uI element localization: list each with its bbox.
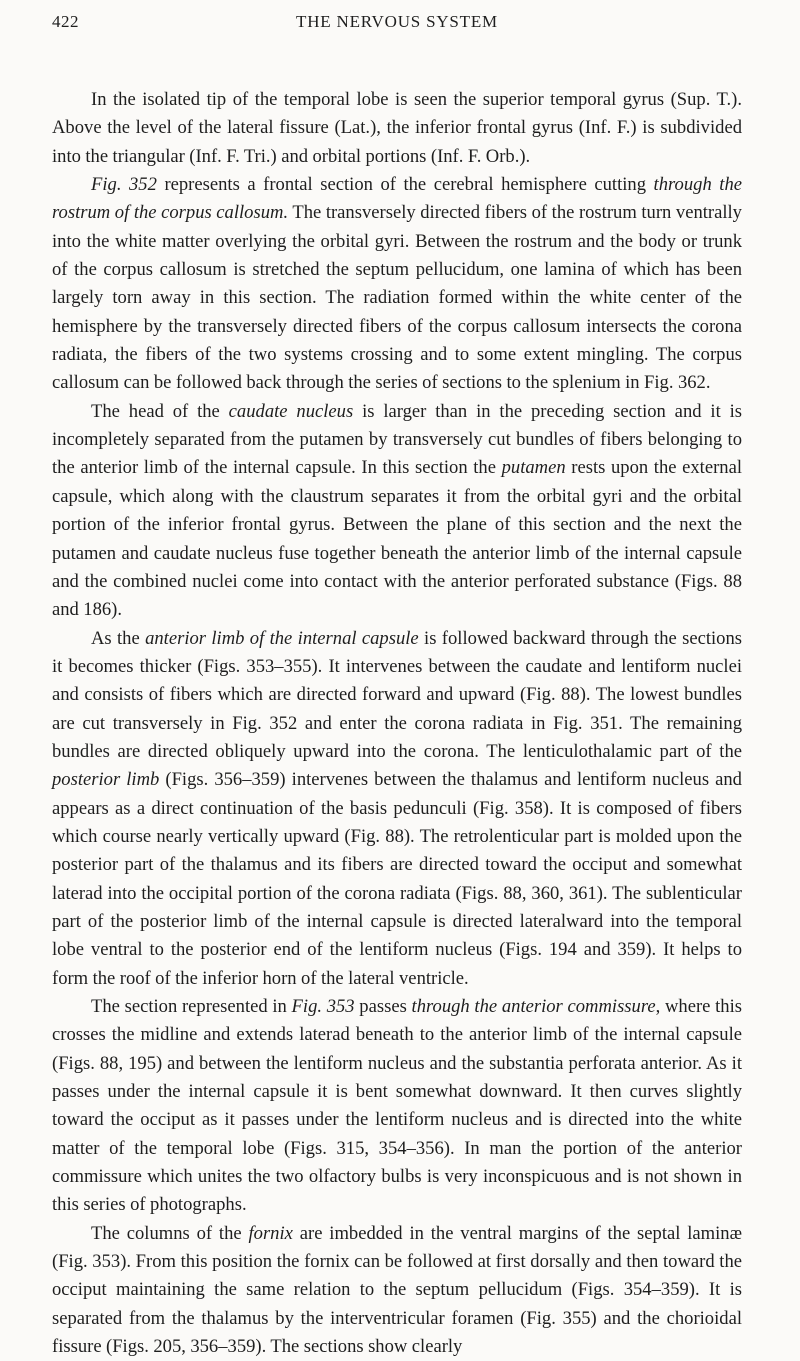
- italic-run: anterior limb of the internal capsule: [145, 627, 419, 649]
- paragraph: [52, 993, 742, 1220]
- italic-run: fornix: [248, 1222, 293, 1244]
- paragraph: [52, 86, 742, 171]
- running-title: THE NERVOUS SYSTEM: [296, 12, 498, 31]
- paragraph: [52, 625, 742, 993]
- text-run: (Figs. 356–359) intervenes between the thalamus and lentiform nucleus and appears as a direct continuation of the basis pedunculi (Fig. 358). It is composed of fibers which course nearly vertically upward (Fig. 88). The retrolenticular part is molded upon the posterior part of the thalamus and its fibers are directed toward the occiput and somewhat laterad into the occipital portion of the corona radiata (Figs. 88, 360, 361). The sublenticular part of the posterior limb of the internal capsule is directed lateralward into the temporal lobe ventral to the posterior end of the lentiform nucleus (Figs. 194 and 359). It helps to form the roof of the inferior horn of the lateral ventricle.: [52, 769, 742, 989]
- paragraph: [52, 171, 742, 398]
- text-run: The head of the: [91, 400, 229, 422]
- text-run: The transversely directed fibers of the rostrum turn ventrally into the white matter overlying the orbital gyri. Between the rostrum and the body or trunk of the corpus callosum is stretched the septum pellucidum, one lamina of which has been largely torn away in this section. The radiation formed within the white center of the hemisphere by the transversely directed fibers of the corpus callosum intersects the corona radiata, the fibers of the two systems crossing and to some extent mingling. The corpus callosum can be followed back through the series of sections to the splenium in Fig. 362.: [52, 202, 742, 394]
- text-run: The section represented in: [91, 996, 292, 1017]
- italic-run: putamen: [501, 457, 566, 479]
- text-run: As the: [91, 627, 146, 649]
- paragraph: [52, 1220, 742, 1361]
- text-run: passes: [354, 996, 412, 1017]
- text-run: , where this crosses the midline and extends laterad beneath to the anterior limb of the internal capsule (Figs. 88, 195) and between the lentiform nucleus and the substantia perforata anterior. As it passes under the internal capsule it is bent somewhat downward. It then curves slightly toward the occiput as it passes under the lentiform nucleus and is directed into the white matter of the temporal lobe (Figs. 315, 354–356). In man the portion of the anterior commissure which unites the two olfactory bulbs is very inconspicuous and is not shown in this series of photographs.: [52, 996, 742, 1216]
- page-header: [52, 12, 742, 40]
- text-run: represents a frontal section of the cerebral hemisphere cutting: [156, 174, 654, 196]
- italic-run: posterior limb: [52, 769, 160, 791]
- italic-run: through the rostrum of the corpus callosum.: [52, 174, 742, 224]
- text-run: In the isolated tip of the temporal lobe is seen the superior temporal gyrus (Sup. T.). Above the level of the lateral fissure (Lat.), the inferior frontal gyrus (Inf. F.) is subdivided into the triangular (Inf. F. Tri.) and orbital portions (Inf. F. Orb.).: [52, 89, 742, 167]
- italic-run: through the anterior commissure: [411, 996, 656, 1017]
- paragraph: [52, 398, 742, 625]
- text-run: are imbedded in the ventral margins of the septal laminæ (Fig. 353). From this position the fornix can be followed at first dorsally and then toward the occiput maintaining the same relation to the septum pellucidum (Figs. 354–359). It is separated from the thalamus by the interventricular foramen (Fig. 355) and the chorioidal fissure (Figs. 205, 356–359). The sections show clearly: [52, 1222, 742, 1358]
- italic-run: Fig. 353: [291, 996, 355, 1017]
- text-run: is followed backward through the sections it becomes thicker (Figs. 353–355). It intervenes between the caudate and lentiform nuclei and consists of fibers which are directed forward and upward (Fig. 88). The lowest bundles are cut transversely in Fig. 352 and enter the corona radiata in Fig. 351. The remaining bundles are directed obliquely upward into the corona. The lenticulothalamic part of the: [52, 627, 742, 762]
- italic-run: Fig. 352: [91, 174, 157, 196]
- text-run: is larger than in the preceding section and it is incompletely separated from the putamen by transversely cut bundles of fibers belonging to the anterior limb of the internal capsule. In this section the: [52, 400, 742, 479]
- text-run: rests upon the external capsule, which along with the claustrum separates it from the orbital gyri and the orbital portion of the inferior frontal gyrus. Between the plane of this section and the next the putamen and caudate nucleus fuse together beneath the anterior limb of the internal capsule and the combined nuclei come into contact with the anterior perforated substance (Figs. 88 and 186).: [52, 457, 743, 621]
- page-number: 422: [52, 12, 79, 31]
- italic-run: caudate nucleus: [228, 400, 354, 422]
- body-text: [52, 86, 742, 1361]
- text-run: The columns of the: [91, 1222, 249, 1244]
